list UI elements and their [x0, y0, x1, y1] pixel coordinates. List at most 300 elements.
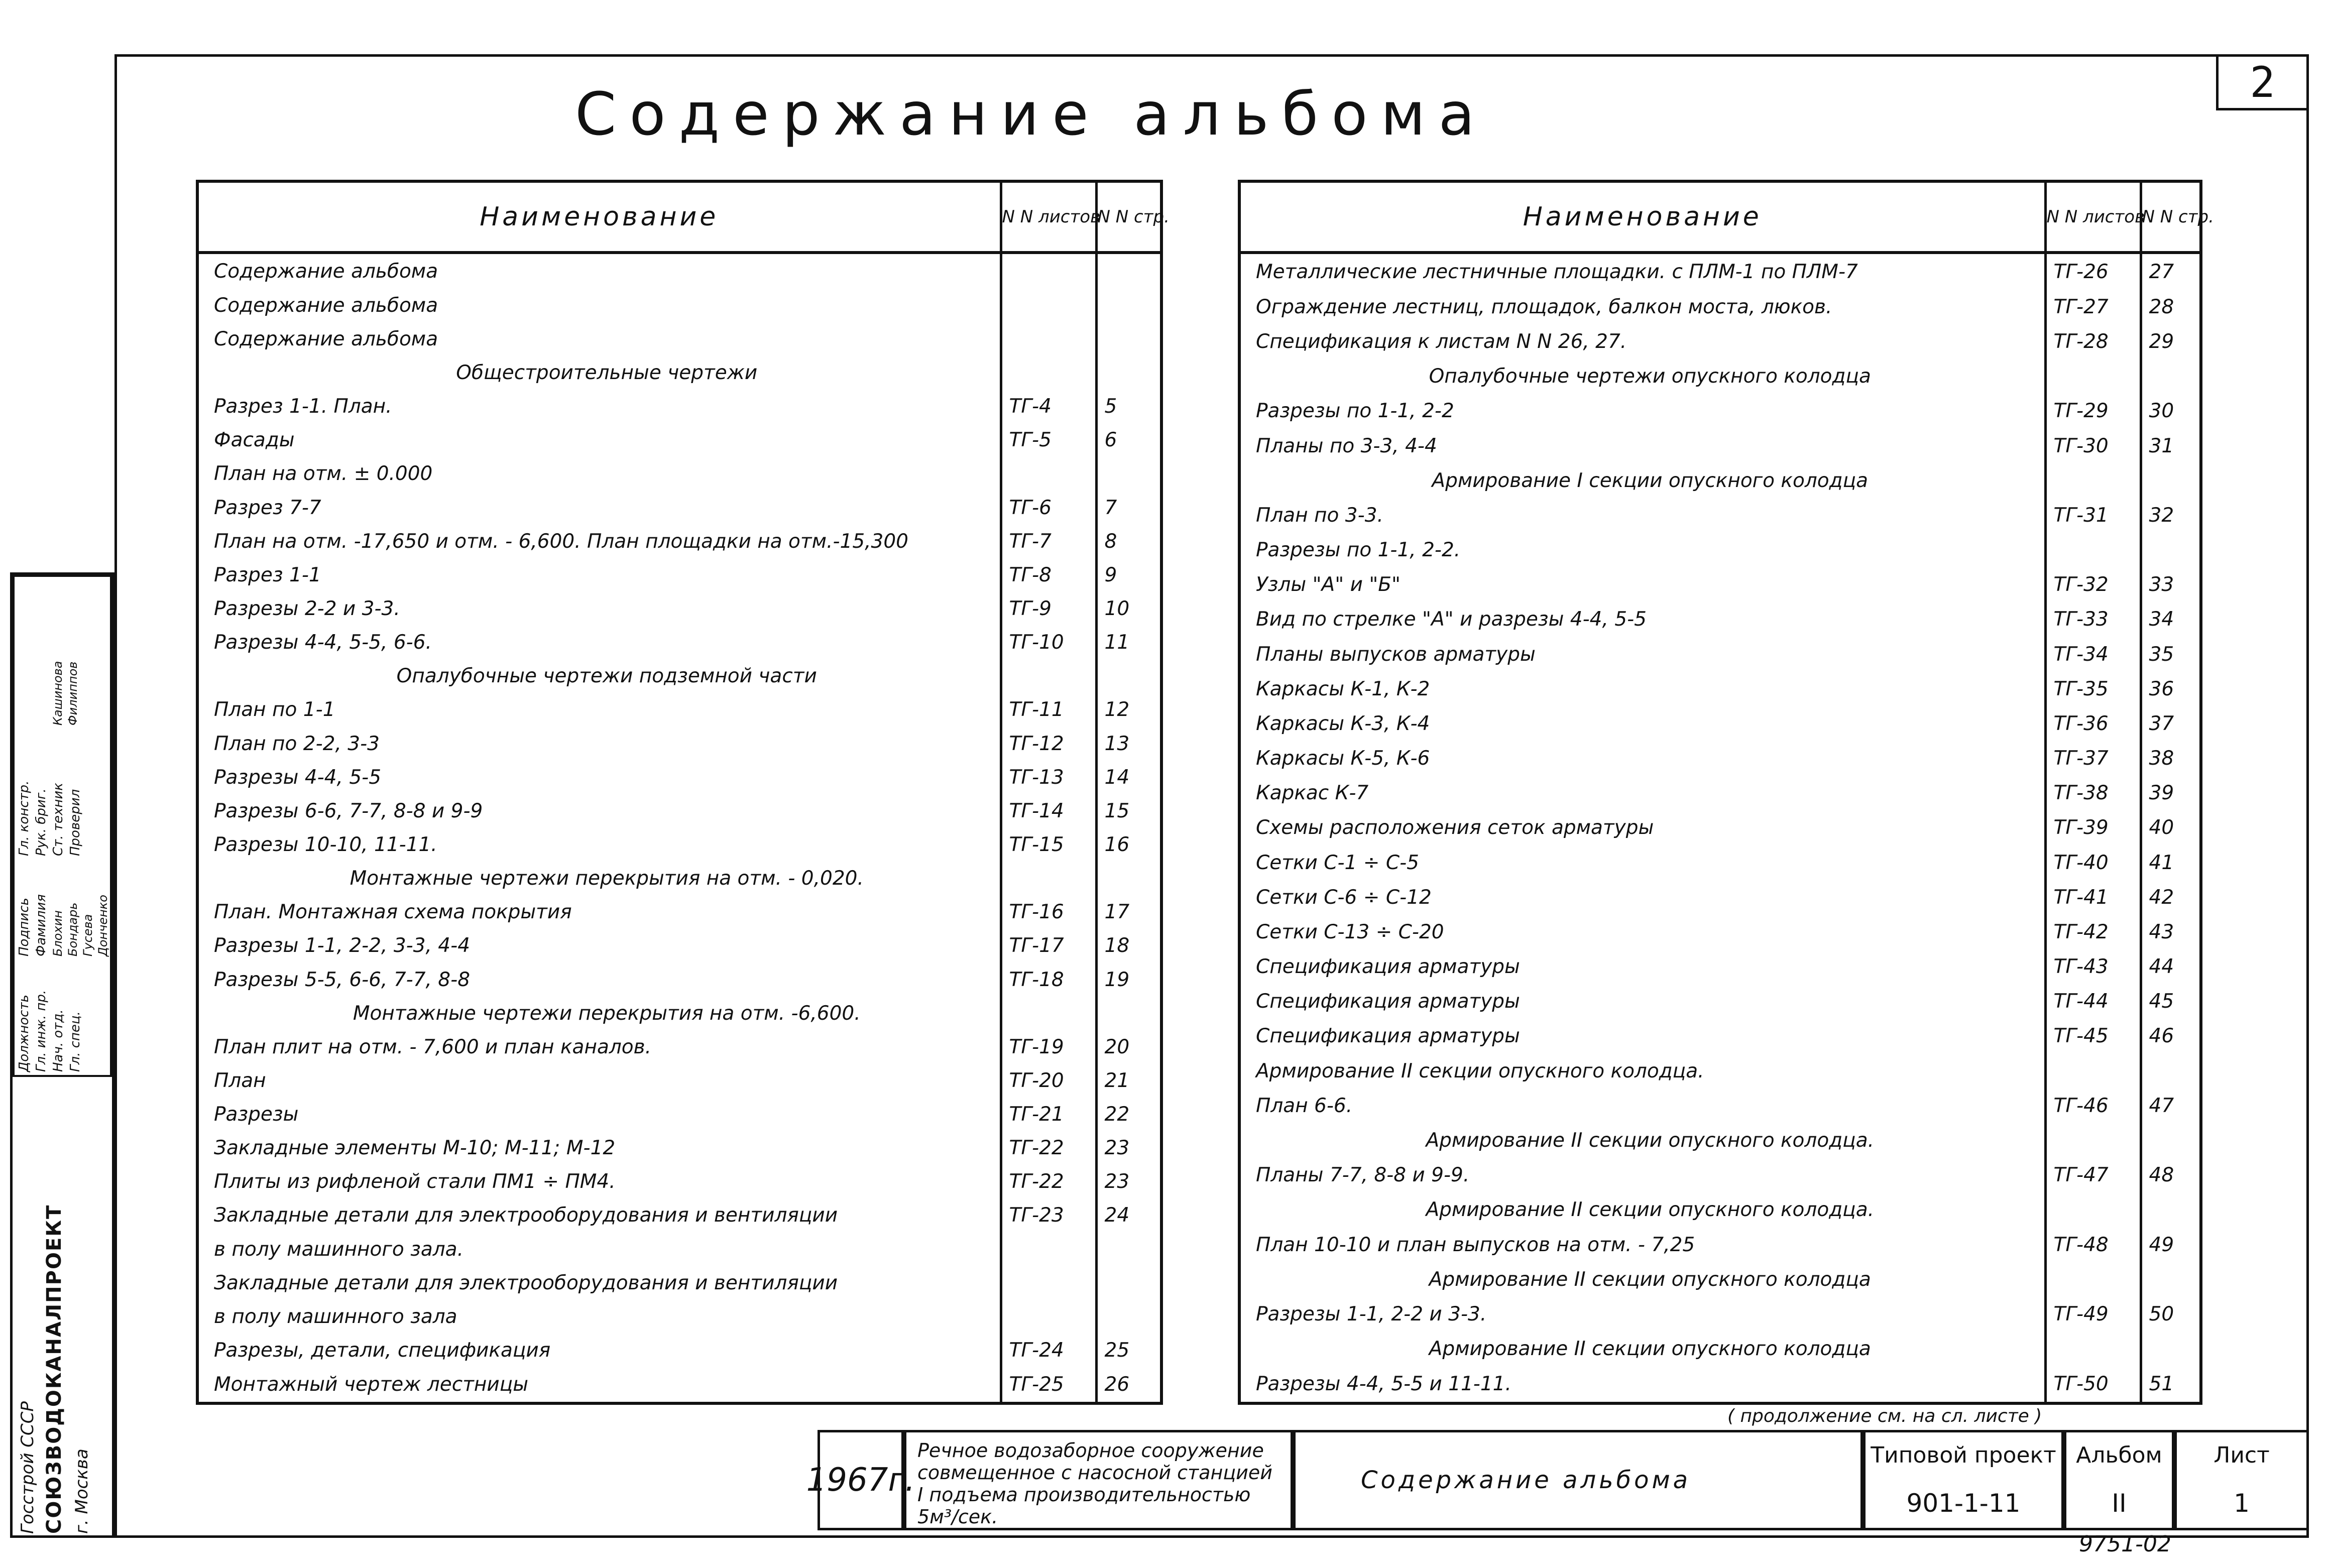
table-row: [197, 1131, 1161, 1165]
row-page: 19: [1096, 962, 1161, 996]
table-row: [197, 962, 1161, 996]
row-page: 27: [2141, 253, 2201, 290]
header-name: Наименование: [1239, 181, 2045, 253]
table-row: [197, 997, 1161, 1030]
row-name: Металлические лестничные площадки. с ПЛМ-1 по ПЛМ-7: [1239, 253, 2045, 290]
row-sheet: ТГ-12: [1001, 727, 1096, 760]
row-name: Разрезы 5-5, 6-6, 7-7, 8-8: [197, 962, 1001, 996]
row-name: Разрезы: [197, 1098, 1001, 1131]
row-page: 29: [2141, 324, 2201, 359]
row-sheet: ТГ-40: [2045, 846, 2141, 880]
table-row: [197, 1098, 1161, 1131]
row-page: 5: [1096, 390, 1161, 423]
row-page: 33: [2141, 567, 2201, 602]
side-name: Гусева: [81, 914, 95, 956]
row-name: Спецификация арматуры: [1239, 984, 2045, 1019]
row-sheet: [1001, 253, 1096, 289]
row-page: 38: [2141, 741, 2201, 776]
table-row: [197, 390, 1161, 423]
side-role: Гл. констр.: [17, 780, 32, 856]
row-page: 35: [2141, 637, 2201, 672]
row-sheet: [1001, 1266, 1096, 1300]
row-page: 51: [2141, 1366, 2201, 1403]
row-name: Спецификация арматуры: [1239, 949, 2045, 984]
row-name: Спецификация к листам N N 26, 27.: [1239, 324, 2045, 359]
org-line-1: Госстрой СССР: [18, 1401, 38, 1534]
row-sheet: ТГ-11: [1001, 693, 1096, 727]
stamp-list-label: Лист: [2214, 1442, 2270, 1469]
row-page: 47: [2141, 1089, 2201, 1123]
stamp-code: 9751-02: [2079, 1531, 2171, 1557]
row-name: Каркасы К-1, К-2: [1239, 672, 2045, 706]
row-sheet: ТГ-6: [1001, 491, 1096, 524]
row-page: 12: [1096, 693, 1161, 727]
row-sheet: ТГ-5: [1001, 423, 1096, 457]
row-sheet: ТГ-8: [1001, 558, 1096, 592]
row-sheet: ТГ-36: [2045, 706, 2141, 741]
row-sheet: ТГ-46: [2045, 1089, 2141, 1123]
row-sheet: [1001, 289, 1096, 322]
row-name: Каркас К-7: [1239, 776, 2045, 810]
row-name: Разрезы 4-4, 5-5: [197, 761, 1001, 794]
table-row: [197, 1367, 1161, 1403]
row-name: Сетки С-13 ÷ С-20: [1239, 915, 2045, 949]
row-sheet: [2045, 533, 2141, 567]
table-row: [197, 253, 1161, 289]
side-name: Кашинова: [51, 661, 65, 726]
table-row: [197, 1030, 1161, 1064]
table-row: [1239, 949, 2201, 984]
row-page: [1096, 659, 1161, 693]
row-sheet: ТГ-22: [1001, 1131, 1096, 1165]
row-name: Разрезы 1-1, 2-2 и 3-3.: [1239, 1297, 2045, 1332]
row-sheet: ТГ-31: [2045, 498, 2141, 533]
row-sheet: ТГ-42: [2045, 915, 2141, 949]
row-page: 17: [1096, 895, 1161, 929]
side-role: Должность: [17, 995, 32, 1072]
row-sheet: ТГ-10: [1001, 626, 1096, 659]
table-row: [1239, 463, 2201, 498]
row-sheet: ТГ-18: [1001, 962, 1096, 996]
table-row: [1239, 253, 2201, 290]
row-sheet: [1001, 1300, 1096, 1334]
side-name: Филиппов: [66, 661, 80, 726]
stamp-list-value: 1: [2234, 1488, 2250, 1518]
row-name: План на отм. ± 0.000: [197, 457, 1001, 491]
row-page: 21: [1096, 1064, 1161, 1098]
table-row: [1239, 880, 2201, 915]
row-name: Армирование II секции опускного колодца: [1239, 1262, 2045, 1297]
row-page: 32: [2141, 498, 2201, 533]
row-name: План по 2-2, 3-3: [197, 727, 1001, 760]
row-name: Армирование II секции опускного колодца.: [1239, 1054, 2045, 1089]
row-sheet: ТГ-25: [1001, 1367, 1096, 1403]
row-name: Закладные детали для электрооборудования и вентиляции: [197, 1198, 1001, 1232]
row-page: [1096, 457, 1161, 491]
table-row: [1239, 776, 2201, 810]
row-sheet: ТГ-15: [1001, 828, 1096, 862]
row-name: Планы по 3-3, 4-4: [1239, 428, 2045, 463]
table-row: [197, 558, 1161, 592]
row-sheet: [1001, 1233, 1096, 1266]
row-sheet: ТГ-13: [1001, 761, 1096, 794]
row-sheet: [2045, 1192, 2141, 1227]
row-name: Узлы "А" и "Б": [1239, 567, 2045, 602]
table-row: [197, 1300, 1161, 1334]
table-row: [1239, 1192, 2201, 1227]
row-name: Сетки С-1 ÷ С-5: [1239, 846, 2045, 880]
table-row: [1239, 1262, 2201, 1297]
row-sheet: ТГ-37: [2045, 741, 2141, 776]
table-row: [197, 727, 1161, 760]
table-row: [1239, 846, 2201, 880]
row-page: [2141, 1262, 2201, 1297]
row-name: Разрез 1-1: [197, 558, 1001, 592]
row-sheet: ТГ-20: [1001, 1064, 1096, 1098]
row-page: [1096, 253, 1161, 289]
row-sheet: ТГ-38: [2045, 776, 2141, 810]
table-row: [1239, 637, 2201, 672]
row-sheet: [2045, 1332, 2141, 1366]
table-row: [197, 659, 1161, 693]
row-name: Планы выпусков арматуры: [1239, 637, 2045, 672]
row-page: [1096, 862, 1161, 895]
row-name: Монтажные чертежи перекрытия на отм. - 0,020.: [197, 862, 1001, 895]
row-name: Сетки С-6 ÷ С-12: [1239, 880, 2045, 915]
row-name: Опалубочные чертежи подземной части: [197, 659, 1001, 693]
continuation-note: ( продолжение см. на сл. листе ): [1727, 1406, 2042, 1426]
row-name: Общестроительные чертежи: [197, 356, 1001, 390]
table-row: [197, 356, 1161, 390]
row-sheet: ТГ-48: [2045, 1227, 2141, 1262]
row-name: Разрез 1-1. План.: [197, 390, 1001, 423]
stamp-list: [2174, 1430, 2309, 1530]
row-page: [2141, 1192, 2201, 1227]
table-row: [1239, 1366, 2201, 1403]
row-page: [1096, 356, 1161, 390]
stamp-project-label: Типовой проект: [1871, 1442, 2056, 1469]
row-page: [2141, 1332, 2201, 1366]
row-sheet: ТГ-29: [2045, 394, 2141, 428]
stamp-project: [1863, 1430, 2064, 1530]
side-name: Блохин: [51, 910, 65, 956]
table-row: [1239, 567, 2201, 602]
row-name: в полу машинного зала: [197, 1300, 1001, 1334]
row-sheet: ТГ-4: [1001, 390, 1096, 423]
row-sheet: ТГ-27: [2045, 290, 2141, 324]
row-name: Разрезы 2-2 и 3-3.: [197, 592, 1001, 626]
table-row: [197, 457, 1161, 491]
table-row: [1239, 672, 2201, 706]
row-page: 14: [1096, 761, 1161, 794]
row-sheet: [2045, 463, 2141, 498]
table-row: [197, 929, 1161, 962]
row-sheet: [1001, 322, 1096, 356]
row-name: Разрезы, детали, спецификация: [197, 1334, 1001, 1367]
row-name: Армирование II секции опускного колодца.: [1239, 1192, 2045, 1227]
row-page: 46: [2141, 1019, 2201, 1053]
table-row: [1239, 1089, 2201, 1123]
right-contents-table: [1238, 180, 2214, 1405]
side-role: Гл. инж. пр.: [34, 990, 49, 1072]
row-sheet: ТГ-35: [2045, 672, 2141, 706]
table-row: [1239, 359, 2201, 394]
row-page: [2141, 463, 2201, 498]
row-name: Разрез 7-7: [197, 491, 1001, 524]
side-name: Бондарь: [66, 902, 80, 956]
row-name: Армирование II секции опускного колодца: [1239, 1332, 2045, 1366]
row-sheet: ТГ-33: [2045, 602, 2141, 637]
table-row: [197, 491, 1161, 524]
row-page: 50: [2141, 1297, 2201, 1332]
side-role: Ст. техник: [51, 783, 66, 856]
table-row: [1239, 741, 2201, 776]
row-name: План по 1-1: [197, 693, 1001, 727]
row-name: Закладные детали для электрооборудования и вентиляции: [197, 1266, 1001, 1300]
org-line-3: г. Москва: [72, 1449, 92, 1534]
row-page: 13: [1096, 727, 1161, 760]
row-page: 36: [2141, 672, 2201, 706]
table-row: [197, 289, 1161, 322]
table-row: [197, 592, 1161, 626]
table-row: [197, 895, 1161, 929]
row-name: Монтажный чертеж лестницы: [197, 1367, 1001, 1403]
row-name: Опалубочные чертежи опускного колодца: [1239, 359, 2045, 394]
table-row: [197, 761, 1161, 794]
row-sheet: ТГ-49: [2045, 1297, 2141, 1332]
row-name: Схемы расположения сеток арматуры: [1239, 810, 2045, 845]
row-name: Разрезы по 1-1, 2-2: [1239, 394, 2045, 428]
row-sheet: [2045, 1054, 2141, 1089]
row-page: 37: [2141, 706, 2201, 741]
stamp-project-value: 901-1-11: [1906, 1488, 2021, 1518]
row-name: Разрезы 4-4, 5-5 и 11-11.: [1239, 1366, 2045, 1403]
row-name: План 10-10 и план выпусков на отм. - 7,25: [1239, 1227, 2045, 1262]
row-page: 9: [1096, 558, 1161, 592]
row-page: 31: [2141, 428, 2201, 463]
row-name: в полу машинного зала.: [197, 1233, 1001, 1266]
row-sheet: [1001, 997, 1096, 1030]
row-sheet: ТГ-45: [2045, 1019, 2141, 1053]
row-sheet: [1001, 356, 1096, 390]
row-name: Вид по стрелке "А" и разрезы 4-4, 5-5: [1239, 602, 2045, 637]
row-name: Армирование I секции опускного колодца: [1239, 463, 2045, 498]
row-sheet: ТГ-47: [2045, 1158, 2141, 1192]
table-row: [197, 1198, 1161, 1232]
table-row: [1239, 706, 2201, 741]
row-sheet: ТГ-19: [1001, 1030, 1096, 1064]
row-page: [1096, 322, 1161, 356]
row-sheet: ТГ-9: [1001, 592, 1096, 626]
sheet-number: 2: [2216, 54, 2309, 110]
row-page: 23: [1096, 1165, 1161, 1198]
header-pages: N N стр.: [1096, 181, 1161, 253]
row-name: Плиты из рифленой стали ПМ1 ÷ ПМ4.: [197, 1165, 1001, 1198]
row-page: 39: [2141, 776, 2201, 810]
row-page: 7: [1096, 491, 1161, 524]
row-sheet: ТГ-44: [2045, 984, 2141, 1019]
row-page: 48: [2141, 1158, 2201, 1192]
row-name: План. Монтажная схема покрытия: [197, 895, 1001, 929]
row-sheet: ТГ-28: [2045, 324, 2141, 359]
stamp-album-label: Альбом: [2076, 1442, 2162, 1469]
row-sheet: ТГ-24: [1001, 1334, 1096, 1367]
table-row: [1239, 394, 2201, 428]
table-row: [197, 862, 1161, 895]
row-name: План плит на отм. - 7,600 и план каналов.: [197, 1030, 1001, 1064]
header-sheets: N N листов: [2045, 181, 2141, 253]
row-name: Монтажные чертежи перекрытия на отм. -6,600.: [197, 997, 1001, 1030]
row-page: 43: [2141, 915, 2201, 949]
table-row: [1239, 324, 2201, 359]
row-name: Каркасы К-5, К-6: [1239, 741, 2045, 776]
row-sheet: ТГ-22: [1001, 1165, 1096, 1198]
table-row: [197, 1064, 1161, 1098]
side-role: Гл. спец.: [68, 1011, 83, 1072]
side-label: Фамилия: [34, 894, 49, 956]
stamp-album-value: II: [2112, 1488, 2127, 1518]
row-page: [2141, 1054, 2201, 1089]
row-sheet: ТГ-7: [1001, 525, 1096, 558]
row-sheet: ТГ-50: [2045, 1366, 2141, 1403]
table-row: [197, 794, 1161, 828]
row-sheet: [2045, 1262, 2141, 1297]
row-sheet: ТГ-17: [1001, 929, 1096, 962]
stamp-year: 1967г.: [818, 1430, 904, 1530]
row-page: [1096, 997, 1161, 1030]
row-page: 25: [1096, 1334, 1161, 1367]
row-page: 41: [2141, 846, 2201, 880]
row-name: Планы 7-7, 8-8 и 9-9.: [1239, 1158, 2045, 1192]
row-name: Разрезы 10-10, 11-11.: [197, 828, 1001, 862]
row-sheet: ТГ-41: [2045, 880, 2141, 915]
row-sheet: [2045, 359, 2141, 394]
row-page: 16: [1096, 828, 1161, 862]
table-row: [197, 1233, 1161, 1266]
row-name: Ограждение лестниц, площадок, балкон моста, люков.: [1239, 290, 2045, 324]
row-sheet: ТГ-43: [2045, 949, 2141, 984]
row-page: 6: [1096, 423, 1161, 457]
row-sheet: ТГ-26: [2045, 253, 2141, 290]
table-row: [1239, 1054, 2201, 1089]
row-page: 15: [1096, 794, 1161, 828]
row-page: 20: [1096, 1030, 1161, 1064]
row-name: Содержание альбома: [197, 322, 1001, 356]
row-sheet: ТГ-32: [2045, 567, 2141, 602]
row-name: Разрезы 4-4, 5-5, 6-6.: [197, 626, 1001, 659]
table-row: [1239, 602, 2201, 637]
table-row: [197, 693, 1161, 727]
row-name: Разрезы 6-6, 7-7, 8-8 и 9-9: [197, 794, 1001, 828]
table-row: [197, 322, 1161, 356]
row-page: 28: [2141, 290, 2201, 324]
row-page: 24: [1096, 1198, 1161, 1232]
row-name: Фасады: [197, 423, 1001, 457]
row-page: [1096, 1233, 1161, 1266]
row-sheet: ТГ-34: [2045, 637, 2141, 672]
table-row: [1239, 1297, 2201, 1332]
row-name: План: [197, 1064, 1001, 1098]
row-name: Разрезы по 1-1, 2-2.: [1239, 533, 2045, 567]
table-row: [197, 525, 1161, 558]
row-sheet: ТГ-21: [1001, 1098, 1096, 1131]
row-sheet: ТГ-30: [2045, 428, 2141, 463]
side-role: Рук. бриг.: [34, 788, 49, 856]
stamp-description: Речное водозаборное сооружение совмещенное с насосной станцией I подъема производительностью 5м³/сек.: [904, 1430, 1293, 1530]
table-row: [1239, 1158, 2201, 1192]
table-row: [1239, 1123, 2201, 1158]
table-row: [1239, 915, 2201, 949]
side-title-block: [10, 572, 114, 1538]
row-name: План 6-6.: [1239, 1089, 2045, 1123]
table-row: [197, 1334, 1161, 1367]
table-row: [1239, 1019, 2201, 1053]
row-page: [1096, 289, 1161, 322]
table-row: [1239, 1227, 2201, 1262]
side-role: Нач. отд.: [51, 1009, 66, 1072]
row-page: [2141, 1123, 2201, 1158]
row-sheet: [2045, 1123, 2141, 1158]
table-row: [197, 828, 1161, 862]
side-role: Проверил: [68, 789, 83, 856]
table-row: [1239, 533, 2201, 567]
table-row: [1239, 498, 2201, 533]
row-page: 40: [2141, 810, 2201, 845]
row-name: Армирование II секции опускного колодца.: [1239, 1123, 2045, 1158]
side-name: Донченко: [96, 895, 110, 956]
table-row: [197, 423, 1161, 457]
stamp-album: [2064, 1430, 2174, 1530]
row-sheet: ТГ-23: [1001, 1198, 1096, 1232]
row-page: [2141, 359, 2201, 394]
row-page: 23: [1096, 1131, 1161, 1165]
header-sheets: N N листов: [1001, 181, 1096, 253]
row-name: План на отм. -17,650 и отм. - 6,600. План площадки на отм.-15,300: [197, 525, 1001, 558]
table-row: [197, 1266, 1161, 1300]
row-name: Разрезы 1-1, 2-2, 3-3, 4-4: [197, 929, 1001, 962]
table-row: [197, 1165, 1161, 1198]
row-sheet: [1001, 659, 1096, 693]
stamp-sheet-name: Содержание альбома: [1293, 1430, 1863, 1530]
row-sheet: [1001, 457, 1096, 491]
row-page: 34: [2141, 602, 2201, 637]
left-contents-table: [196, 180, 1170, 1405]
org-line-2: СОЮЗВОДОКАНАЛПРОЕКТ: [43, 1204, 66, 1534]
table-row: [1239, 810, 2201, 845]
table-row: [1239, 428, 2201, 463]
row-page: 10: [1096, 592, 1161, 626]
row-name: Каркасы К-3, К-4: [1239, 706, 2045, 741]
row-name: Содержание альбома: [197, 289, 1001, 322]
side-label: Подпись: [17, 898, 32, 956]
row-page: 30: [2141, 394, 2201, 428]
row-page: 8: [1096, 525, 1161, 558]
table-row: [197, 626, 1161, 659]
row-page: 45: [2141, 984, 2201, 1019]
header-pages: N N стр.: [2141, 181, 2201, 253]
row-name: Содержание альбома: [197, 253, 1001, 289]
row-page: 11: [1096, 626, 1161, 659]
row-page: 49: [2141, 1227, 2201, 1262]
page-title: Содержание альбома: [575, 79, 1488, 149]
table-row: [1239, 290, 2201, 324]
row-name: План по 3-3.: [1239, 498, 2045, 533]
row-page: 18: [1096, 929, 1161, 962]
row-name: Спецификация арматуры: [1239, 1019, 2045, 1053]
row-page: [1096, 1266, 1161, 1300]
row-page: 44: [2141, 949, 2201, 984]
row-page: [1096, 1300, 1161, 1334]
